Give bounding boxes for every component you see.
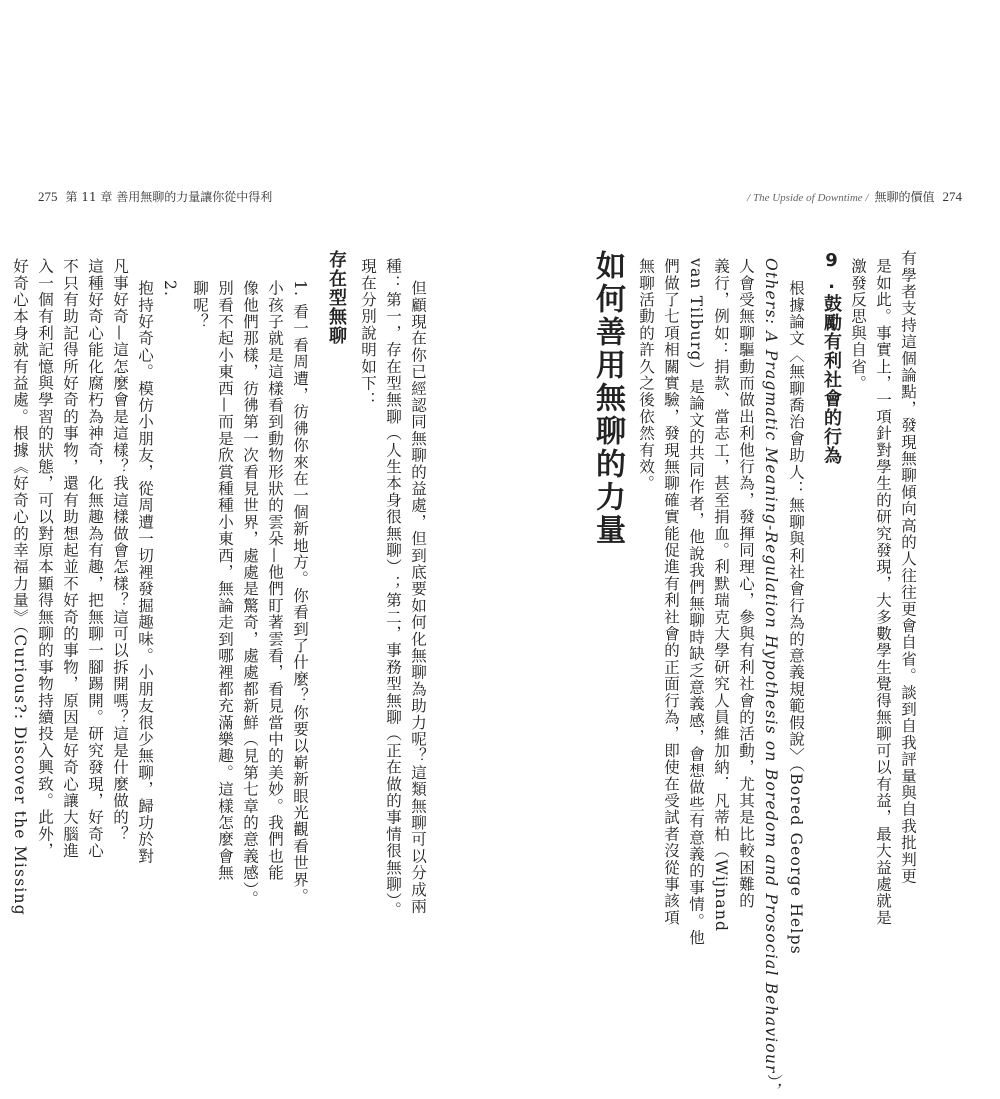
text-column: 激發反思與自省。 xyxy=(849,258,867,392)
book-title-en: / The Upside of Downtime / xyxy=(747,192,869,204)
text-column: 小孩子就是這樣看到動物形狀的雲朵—他們盯著雲看，看見當中的美妙。我們也能 xyxy=(266,280,284,882)
page-number-left: 275 xyxy=(38,189,58,204)
text-column: 義行，例如：捐款、當志工，甚至捐血。利默瑞克大學研究人員維加納．凡蒂柏（Wijnand xyxy=(712,258,730,933)
section-title: 鼓勵有利社會的行為 xyxy=(821,294,842,465)
page-number-right: 274 xyxy=(942,189,962,204)
text-column: 好奇心本身就有益處。根據《好奇心的幸福力量》（Curious?: Discover the Missing xyxy=(11,258,29,916)
header-right xyxy=(747,188,962,205)
text-column: 不只有助記得所好奇的事物，還有助想起並不好奇的事物，原因是好奇心讓大腦進 xyxy=(61,258,79,860)
text-column: 有學者支持這個論點，發現無聊傾向高的人往往更會自省。談到自我評量與自我批判更 xyxy=(899,250,917,885)
text-column: 人會受無聊驅動而做出利他行為，發揮同理心，參與有利社會的活動，尤其是比較困難的 xyxy=(737,258,755,910)
text-column: 無聊活動的許久之後依然有效。 xyxy=(637,258,655,492)
text-column: 現在分別說明如下： xyxy=(359,258,377,409)
chapter-section-heading: 如何善用無聊的力量 xyxy=(590,250,625,547)
text-column: 別看不起小東西—而是欣賞種種小東西，無論走到哪裡都充滿樂趣。這樣怎麼會無 xyxy=(216,280,234,882)
text-column: 種：第一，存在型無聊（人生本身很無聊）；第二，事務型無聊（正在做的事情很無聊）。 xyxy=(384,258,402,919)
chapter-title: 第 11 章 善用無聊的力量讓你從中得利 xyxy=(65,190,273,204)
text-column: van Tilburg）是論文的共同作者，他說我們無聊時缺乏意義感，會想做些有意義的事情。他 xyxy=(687,258,705,947)
text-column: 根據論文〈無聊喬治會助人：無聊與利社會行為的意義規範假說〉（Bored George Helps xyxy=(787,280,805,955)
text-column: 聊呢？ xyxy=(191,280,209,331)
text-column: 抱持好奇心。模仿小朋友，從周遭一切裡發掘趣味。小朋友很少無聊，歸功於對 xyxy=(136,280,154,865)
text-column: 是如此。事實上，一項針對學生的研究發現，大多數學生覺得無聊可以有益，最大益處就是 xyxy=(874,258,892,926)
section-number: 9. xyxy=(821,250,842,294)
text-column: 這種好奇心能化腐朽為神奇，化無趣為有趣，把無聊一腳踢開。研究發現，好奇心 xyxy=(86,258,104,860)
book-spread xyxy=(0,250,1000,1099)
text-column: 像他們那樣，彷彿第一次看見世界，處處是驚奇，處處都新鮮（見第七章的意義感）。 xyxy=(241,280,259,907)
header-left xyxy=(38,188,272,205)
text-column: 入一個有利記憶與學習的狀態，可以對原本顯得無聊的事物持續投入興致。此外， xyxy=(36,258,54,860)
text-column: 1. 看一看周遭，彷彿你來在一個新地方。你看到了什麼？你要以嶄新眼光觀看世界。 xyxy=(291,280,309,905)
book-title-zh: 無聊的價值 xyxy=(874,190,935,204)
text-column: Others: A Pragmatic Meaning-Regulation Hypothesis on Boredom and Prosocial Behaviour）， xyxy=(762,258,780,1099)
text-column: 們做了七項相關實驗，發現無聊確實能促進有利社會的正面行為，即使在受試者沒從事該項 xyxy=(662,258,680,926)
text-column: 2. xyxy=(161,280,179,298)
text-column: 但顧現在你已經認同無聊的益處，但到底要如何化無聊為助力呢？這類無聊可以分成兩 xyxy=(409,280,427,915)
subheading-existential-boredom: 存在型無聊 xyxy=(326,250,347,345)
text-column: 凡事好奇—這怎麼會是這樣？我這樣做會怎樣？這可以拆開嗎？這是什麼做的？ xyxy=(111,258,129,843)
section-heading-9 xyxy=(818,250,844,465)
